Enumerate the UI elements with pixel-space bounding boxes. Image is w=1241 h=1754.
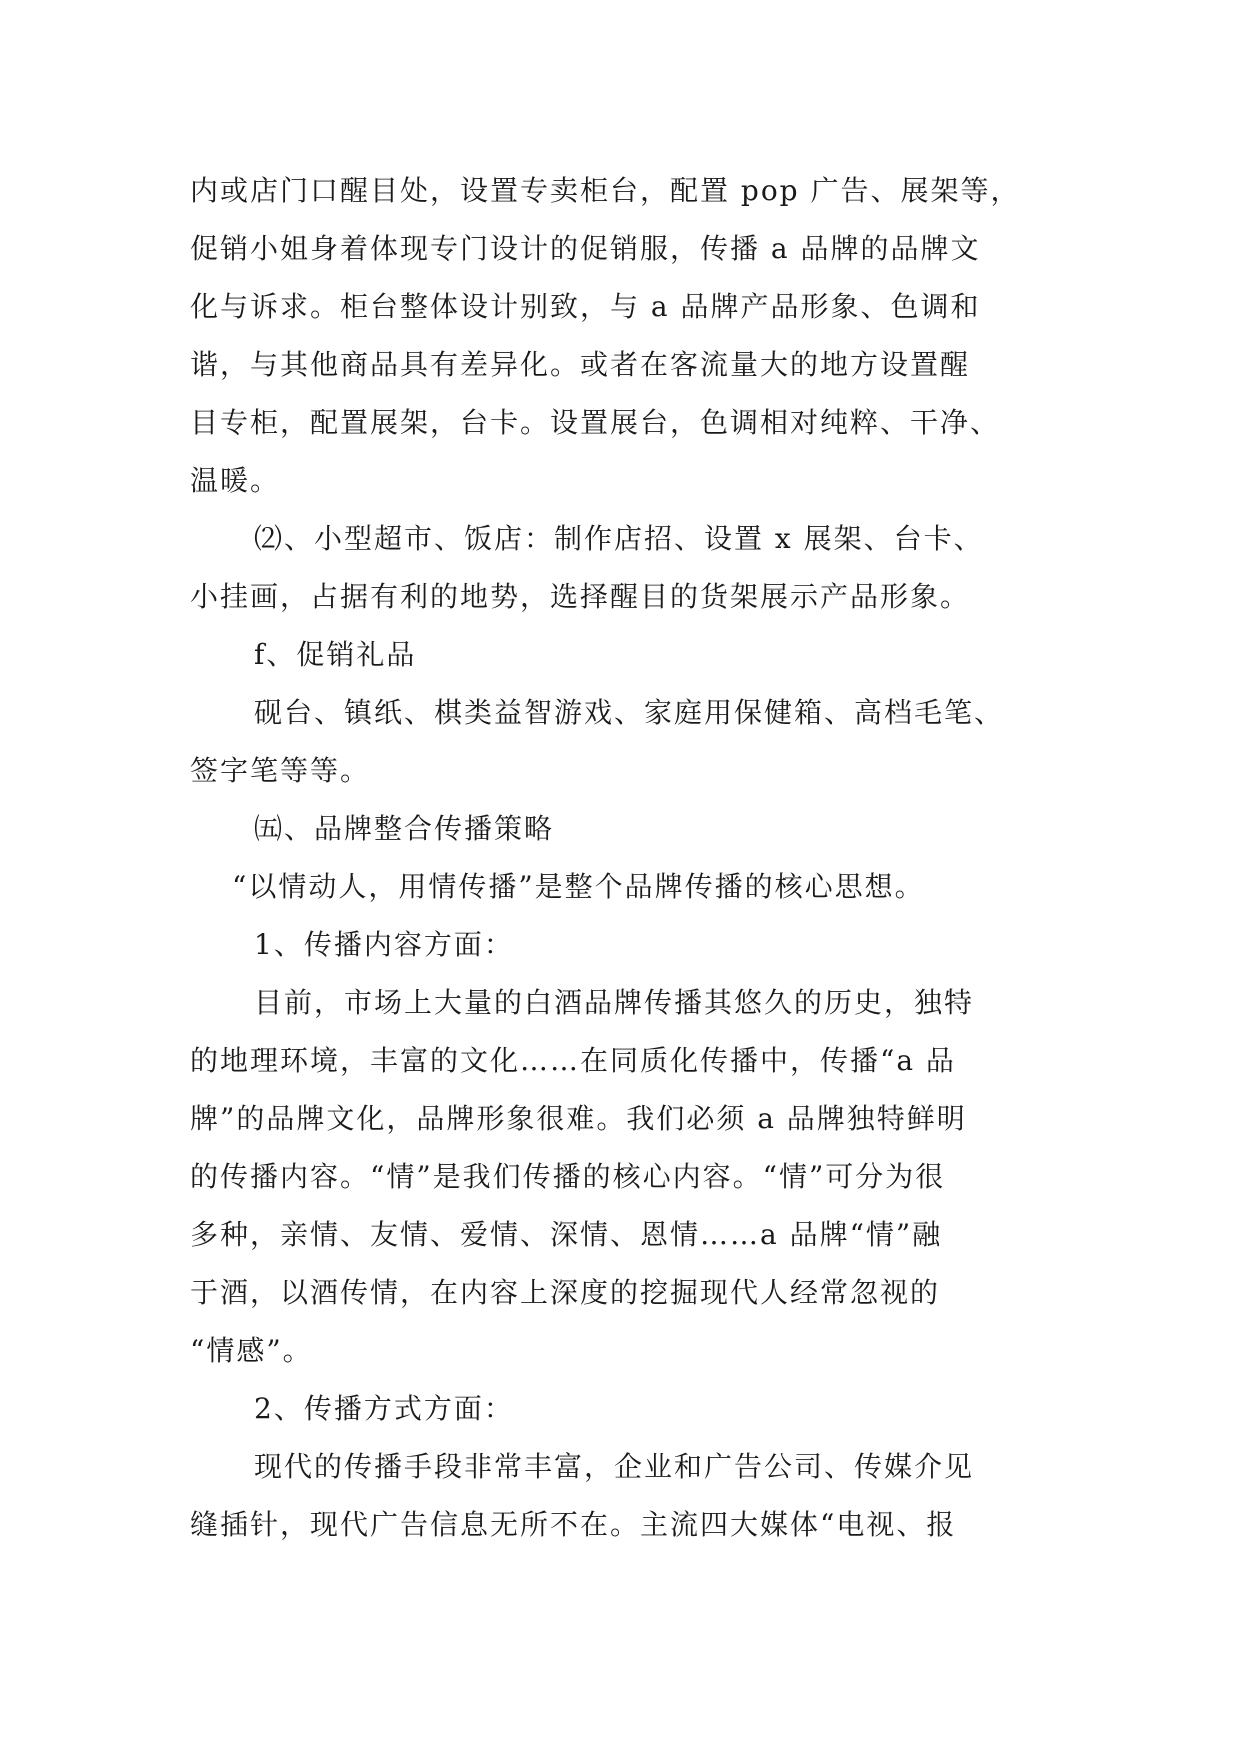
section-heading-promo-gifts: f、促销礼品: [254, 638, 417, 671]
text-line-7: ⑵、小型超市、饭店：制作店招、设置 x 展架、台卡、: [254, 522, 984, 555]
section-heading-content: 1、传播内容方面：: [254, 928, 514, 961]
section-heading-method: 2、传播方式方面：: [254, 1392, 514, 1425]
text-line-16: 的地理环境，丰富的文化……在同质化传播中，传播“a 品: [190, 1044, 956, 1077]
text-line-1: 内或店门口醒目处，设置专卖柜台，配置 pop 广告、展架等，: [190, 174, 1021, 207]
text-line-24: 缝插针，现代广告信息无所不在。主流四大媒体“电视、报: [190, 1508, 957, 1541]
text-line-21: “情感”。: [190, 1334, 313, 1367]
text-line-17: 牌”的品牌文化，品牌形象很难。我们必须 a 品牌独特鲜明: [190, 1102, 967, 1135]
text-line-3: 化与诉求。柜台整体设计别致，与 a 品牌产品形象、色调和: [190, 290, 981, 323]
text-line-19: 多种，亲情、友情、爱情、深情、恩情……a 品牌“情”融: [190, 1218, 943, 1251]
document-body: [190, 162, 1062, 1554]
text-line-15: 目前，市场上大量的白酒品牌传播其悠久的历史，独特: [254, 986, 975, 1019]
section-heading-brand-strategy: ㈤、品牌整合传播策略: [254, 812, 555, 845]
text-line-23: 现代的传播手段非常丰富，企业和广告公司、传媒介见: [254, 1450, 975, 1483]
text-line-2: 促销小姐身着体现专门设计的促销服，传播 a 品牌的品牌文: [190, 232, 981, 265]
text-line-13: “以情动人，用情传播”是整个品牌传播的核心思想。: [232, 870, 925, 903]
text-line-8: 小挂画，占据有利的地势，选择醒目的货架展示产品形象。: [190, 580, 971, 613]
text-line-10: 砚台、镇纸、棋类益智游戏、家庭用保健箱、高档毛笔、: [254, 696, 1005, 729]
text-line-11: 签字笔等等。: [190, 754, 371, 787]
text-line-6: 温暖。: [190, 464, 281, 497]
text-line-4: 谐，与其他商品具有差异化。或者在客流量大的地方设置醒: [190, 348, 971, 381]
text-line-5: 目专柜，配置展架，台卡。设置展台，色调相对纯粹、干净、: [190, 406, 1001, 439]
text-line-18: 的传播内容。“情”是我们传播的核心内容。“情”可分为很: [190, 1160, 946, 1193]
text-line-20: 于酒，以酒传情，在内容上深度的挖掘现代人经常忽视的: [190, 1276, 941, 1309]
